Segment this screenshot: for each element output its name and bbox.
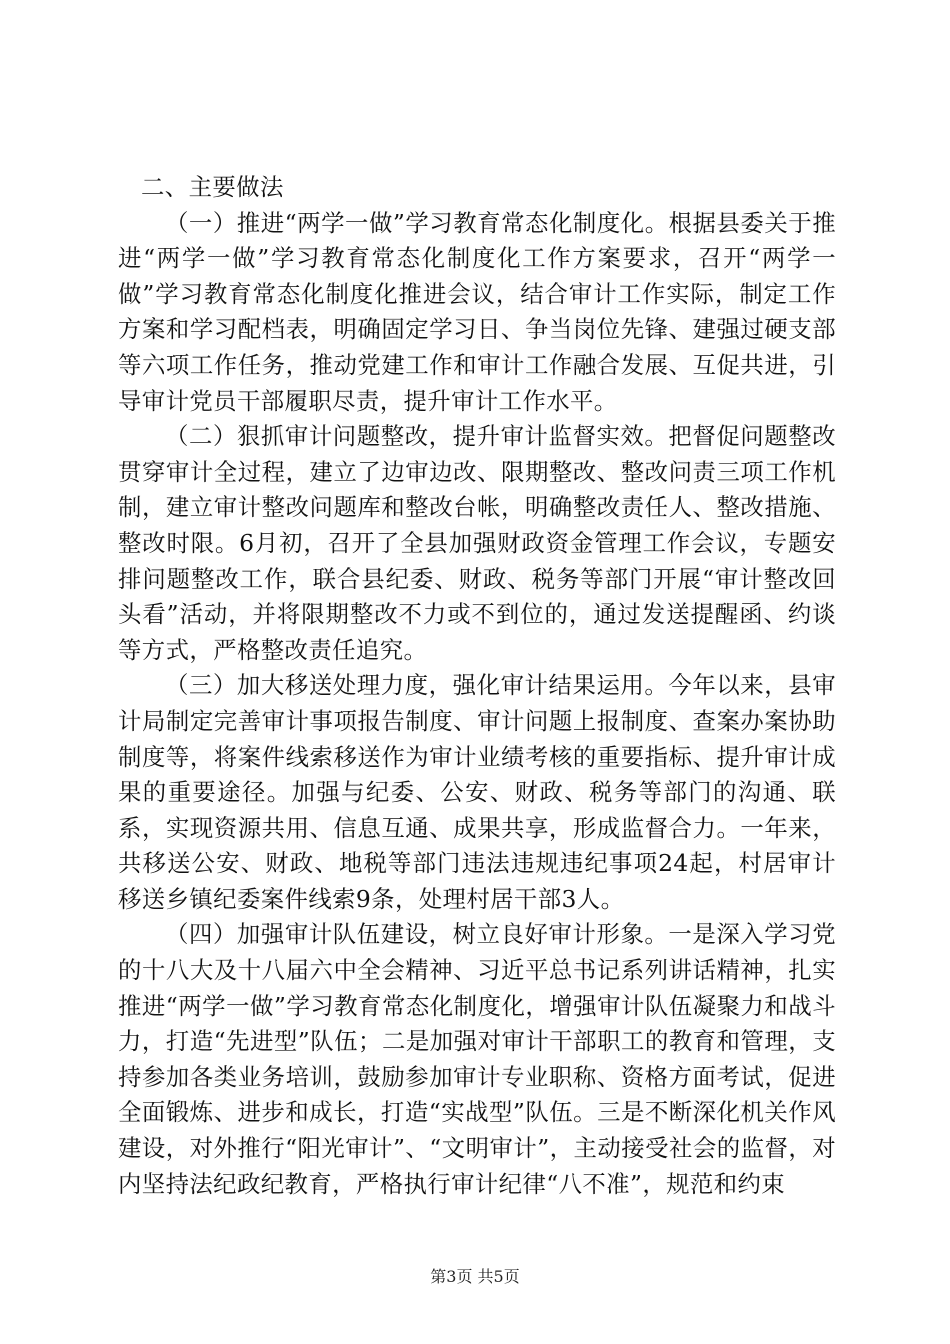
paragraph-2: （二）狠抓审计问题整改，提升审计监督实效。把督促问题整改贯穿审计全过程，建立了边审边改、限期整改、整改问责三项工作机制，建立审计整改问题库和整改台帐，明确整改责任人、整改措施、整改时限。6月初，召开了全县加强财政资金管理工作会议，专题安排问题整改工作，联合县纪委、财政、税务等部门开展“审计整改回头看”活动，并将限期整改不力或不到位的，通过发送提醒函、约谈等方式，严格整改责任追究。: [118, 422, 836, 664]
paragraph-1: （一）推进“两学一做”学习教育常态化制度化。根据县委关于推进“两学一做”学习教育常态化制度化工作方案要求，召开“两学一做”学习教育常态化制度化推进会议，结合审计工作实际，制定工作方案和学习配档表，明确固定学习日、争当岗位先锋、建强过硬支部等六项工作任务，推动党建工作和审计工作融合发展、互促共进，引导审计党员干部履职尽责，提升审计工作水平。: [118, 208, 836, 415]
document-body: [118, 170, 836, 1202]
paragraph-3: （三）加大移送处理力度，强化审计结果运用。今年以来，县审计局制定完善审计事项报告制度、审计问题上报制度、查案办案协助制度等，将案件线索移送作为审计业绩考核的重要指标、提升审计成果的重要途径。加强与纪委、公安、财政、税务等部门的沟通、联系，实现资源共用、信息互通、成果共享，形成监督合力。一年来，共移送公安、财政、地税等部门违法违规违纪事项24起，村居审计移送乡镇纪委案件线索9条，处理村居干部3人。: [118, 671, 836, 913]
page-footer: 第3页 共5页: [430, 1267, 520, 1286]
section-heading: 二、主要做法: [141, 173, 284, 201]
paragraph-4: （四）加强审计队伍建设，树立良好审计形象。一是深入学习党的十八大及十八届六中全会精神、习近平总书记系列讲话精神，扎实推进“两学一做”学习教育常态化制度化，增强审计队伍凝聚力和战斗力，打造“先进型”队伍；二是加强对审计干部职工的教育和管理，支持参加各类业务培训，鼓励参加审计专业职称、资格方面考试，促进全面锻炼、进步和成长，打造“实战型”队伍。三是不断深化机关作风建设，对外推行“阳光审计”、“文明审计”，主动接受社会的监督，对内坚持法纪政纪教育，严格执行审计纪律“八不准”，规范和约束: [118, 920, 836, 1198]
